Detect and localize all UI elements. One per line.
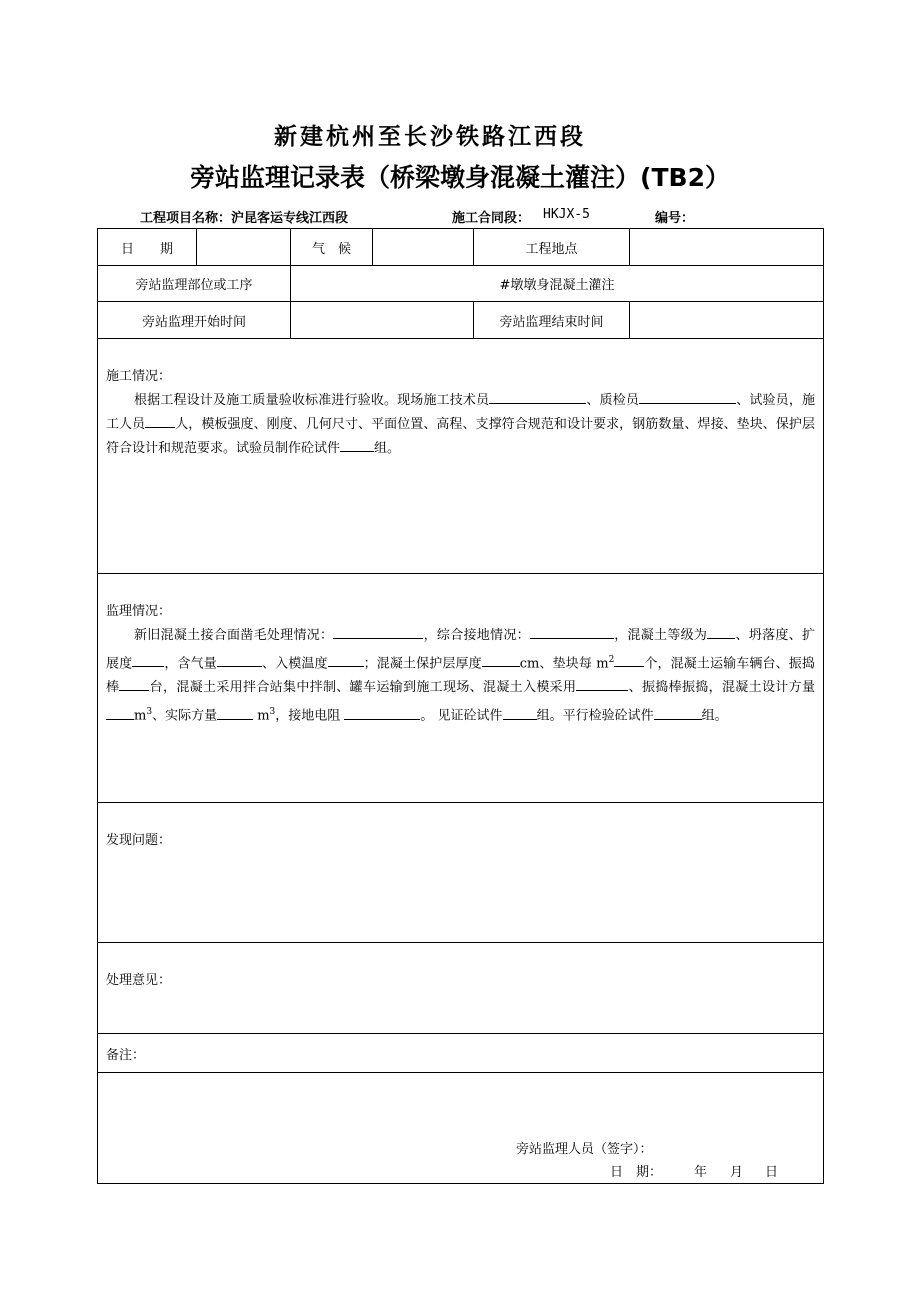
weather-field[interactable]	[373, 229, 474, 266]
supervision-text: 新旧混凝土接合面凿毛处理情况： ，综合接地情况： ，混凝土等级为 、坍落度、扩展度 ，含气量 、入模温度 ；混凝土保护层厚度 cm、垫块每 $m^2$ 个，混凝土运输车辆台、振捣棒 台，混凝土采用拌合站集中拌制、罐车运输到施工现场、混凝土入模采用 、振捣棒振捣，混凝土设计方量$m^3$、实际方量 $m^3$，接地电阻 。 见证砼试件 组。平行检验砼试件 组。	[106, 624, 815, 729]
inspector-blank[interactable]	[639, 389, 736, 404]
contract-section-label: 施工合同段：	[452, 211, 531, 226]
signature-area[interactable]	[98, 1073, 824, 1184]
sign-date-label: 日 期：	[610, 1165, 663, 1180]
end-time-field[interactable]	[630, 302, 824, 339]
end-time-label: 旁站监理结束时间	[474, 302, 630, 339]
cover-thickness-blank[interactable]	[482, 652, 520, 667]
construction-section	[98, 339, 824, 574]
grounding-resistance-blank[interactable]	[344, 705, 420, 720]
placing-method-blank[interactable]	[576, 676, 628, 691]
number-label: 编号：	[655, 211, 695, 226]
remarks-row[interactable]	[98, 1034, 824, 1073]
vibrator-count-blank[interactable]	[119, 676, 149, 691]
opinion-heading: 处理意见：	[106, 973, 172, 988]
sign-year-label: 年	[694, 1165, 708, 1180]
placing-temperature-blank[interactable]	[328, 652, 364, 667]
document-title-line2: 旁站监理记录表（桥梁墩身混凝土灌注）(TB2）	[190, 163, 730, 192]
construction-heading: 施工情况：	[106, 369, 172, 384]
location-label: 工程地点	[474, 229, 630, 266]
contract-section-value: HKJX-5	[543, 207, 590, 222]
grounding-blank[interactable]	[530, 624, 614, 639]
design-volume-blank[interactable]	[106, 705, 134, 720]
sign-month-label: 月	[730, 1165, 744, 1180]
air-content-blank[interactable]	[217, 652, 262, 667]
start-time-label: 旁站监理开始时间	[98, 302, 291, 339]
opinion-section[interactable]	[98, 943, 824, 1034]
supervisor-signature-label: 旁站监理人员（签字）：	[516, 1142, 653, 1157]
technician-blank[interactable]	[489, 389, 586, 404]
weather-label: 气 候	[291, 229, 373, 266]
record-table	[97, 228, 824, 1184]
spacer-count-blank[interactable]	[614, 652, 644, 667]
document-title-line1: 新建杭州至长沙铁路江西段	[274, 123, 586, 150]
project-name-label: 工程项目名称：沪昆客运专线江西段	[140, 211, 349, 226]
specimen-count-blank[interactable]	[340, 437, 374, 452]
chiseling-blank[interactable]	[333, 624, 423, 639]
sign-day-label: 日	[765, 1165, 779, 1180]
supervision-heading: 监理情况：	[106, 604, 172, 619]
start-time-field[interactable]	[291, 302, 474, 339]
parallel-specimen-blank[interactable]	[654, 705, 702, 720]
location-field[interactable]	[630, 229, 824, 266]
supervision-part-label: 旁站监理部位或工序	[98, 266, 291, 302]
date-label: 日 期	[98, 229, 197, 266]
remarks-heading: 备注：	[106, 1047, 146, 1063]
problems-heading: 发现问题：	[106, 833, 172, 848]
actual-volume-blank[interactable]	[217, 705, 253, 720]
problems-section[interactable]	[98, 803, 824, 943]
construction-text: 根据工程设计及施工质量验收标准进行验收。现场施工技术员 、质检员 、试验员，施工人员 人，模板强度、刚度、几何尺寸、平面位置、高程、支撑符合规范和设计要求，钢筋数量、焊接、垫块、保护层符合设计和规范要求。试验员制作砼试件 组。	[106, 389, 815, 461]
date-field[interactable]	[197, 229, 291, 266]
spread-blank[interactable]	[132, 652, 164, 667]
witness-specimen-blank[interactable]	[503, 705, 537, 720]
supervision-section	[98, 574, 824, 803]
concrete-grade-blank[interactable]	[707, 624, 735, 639]
workers-count-blank[interactable]	[145, 413, 175, 428]
supervision-part-value[interactable]: #墩墩身混凝土灌注	[291, 266, 824, 302]
